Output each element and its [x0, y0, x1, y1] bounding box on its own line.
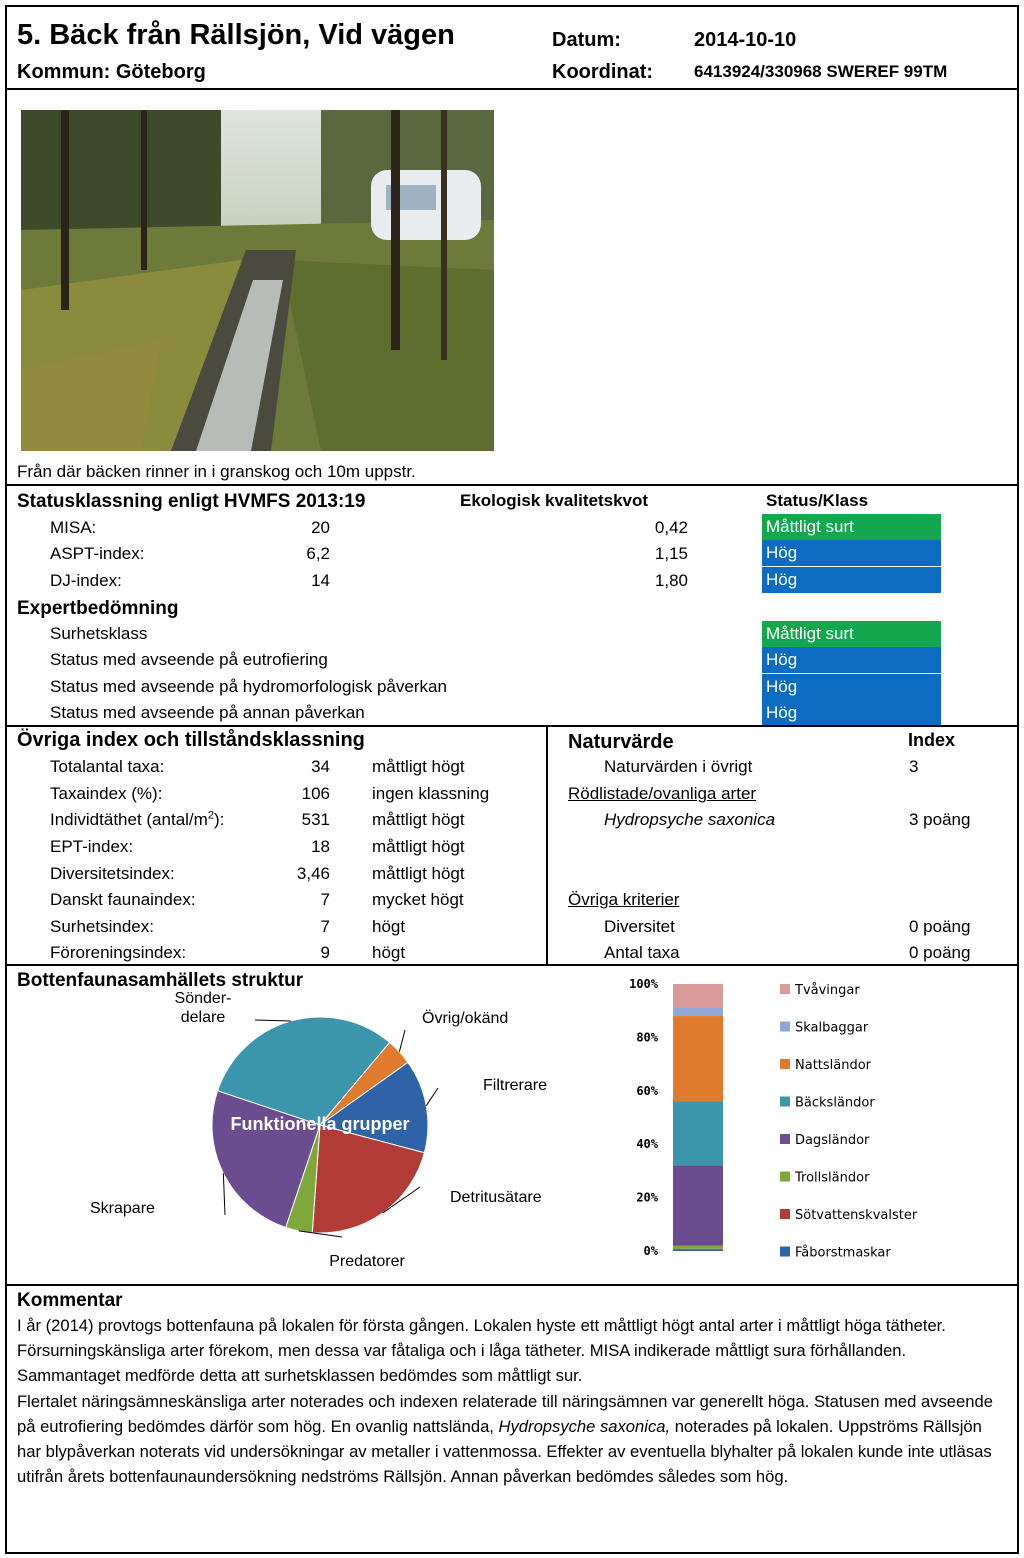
kommentar-species: Hydropsyche saxonica, — [498, 1416, 671, 1436]
y-tick-label: 100% — [629, 977, 658, 991]
expert-badge: Hög — [762, 674, 941, 700]
pie-title: Funktionella grupper — [230, 1114, 410, 1134]
kommentar-heading: Kommentar — [17, 1290, 123, 1311]
legend-swatch — [780, 1022, 790, 1032]
status-badge: Hög — [762, 567, 941, 593]
ovriga-row-class: ingen klassning — [372, 784, 490, 803]
kriterier-label: Diversitet — [604, 917, 675, 936]
datum-value: 2014-10-10 — [694, 29, 797, 51]
struktur-heading: Bottenfaunasamhällets struktur — [17, 970, 304, 991]
pie-slice-label: Detritusätare — [450, 1189, 542, 1206]
status-row-ekq: 1,15 — [654, 544, 688, 563]
legend-label: Bäcksländor — [795, 1095, 875, 1111]
kriterier-label: Antal taxa — [604, 943, 680, 962]
datum-label: Datum: — [552, 29, 621, 51]
ovriga-row-label: EPT-index: — [50, 837, 134, 856]
ovriga-row-class: mycket högt — [372, 890, 464, 909]
y-tick-label: 0% — [643, 1244, 658, 1258]
legend-swatch — [780, 984, 790, 994]
stacked-bar-chart — [570, 970, 1010, 1270]
legend-swatch — [780, 1209, 790, 1219]
expert-heading: Expertbedömning — [17, 598, 179, 619]
legend-swatch — [780, 1247, 790, 1257]
rodlistade-heading: Rödlistade/ovanliga arter — [568, 784, 757, 803]
index-heading: Index — [908, 730, 956, 750]
y-tick-label: 60% — [636, 1083, 658, 1098]
pie-slice-label: Sönder-delare — [174, 990, 232, 1026]
ovriga-row-class: högt — [372, 943, 406, 962]
ovriga-row-label: Surhetsindex: — [50, 917, 154, 936]
ovriga-row-value: 106 — [301, 784, 330, 803]
bar-segment — [673, 1016, 723, 1101]
pie-leader-line — [223, 1173, 225, 1215]
naturvarde-ovrigt-value: 3 — [909, 757, 919, 776]
photo-caption: Från där bäcken rinner in i granskog och 10m uppstr. — [17, 462, 416, 481]
status-row-ekq: 0,42 — [654, 518, 688, 537]
ovriga-row-value: 7 — [320, 890, 330, 909]
legend-swatch — [780, 1172, 790, 1182]
ovriga-row-label: Totalantal taxa: — [50, 757, 165, 776]
koordinat-label: Koordinat: — [552, 61, 654, 83]
expert-badge: Hög — [762, 700, 941, 726]
kriterier-heading: Övriga kriterier — [568, 890, 680, 909]
status-row-label: DJ-index: — [50, 571, 122, 590]
section-divider — [546, 725, 548, 966]
pie-slice-label: Övrig/okänd — [422, 1010, 509, 1027]
kommentar-p2b: noterades på lokalen. Uppströms Rällsjön har blypåverkan noterats vid undersökningar av metaller i vattenmossa. Effekter av eventuella blyhalter på lokalen kunde inte utläsas utifrån årets bottenfaunaundersökning nedströms Rällsjön. Annan påverkan bedömdes således som hög. — [17, 1416, 992, 1487]
status-badge: Hög — [762, 540, 941, 566]
kriterier-value: 0 poäng — [909, 943, 971, 962]
bar-segment — [673, 1166, 723, 1246]
expert-row-label: Status med avseende på eutrofiering — [50, 650, 328, 669]
ovriga-row-class: måttligt högt — [372, 757, 465, 776]
naturvarde-ovrigt-label: Naturvärden i övrigt — [604, 757, 753, 776]
expert-row-label: Status med avseende på hydromorfologisk påverkan — [50, 677, 447, 696]
bar-segment — [673, 984, 723, 1008]
kommun-label: Kommun: Göteborg — [17, 61, 206, 83]
page-title: 5. Bäck från Rällsjön, Vid vägen — [17, 19, 455, 51]
pie-leader-line — [399, 1030, 405, 1052]
ovriga-row-value: 3,46 — [296, 864, 330, 883]
y-tick-label: 20% — [636, 1190, 658, 1205]
expert-badge: Hög — [762, 647, 941, 673]
ovriga-row-value: 7 — [320, 917, 330, 936]
status-row-ekq: 1,80 — [654, 571, 688, 590]
expert-row-label: Surhetsklass — [50, 624, 148, 643]
density-label: Individtäthet (antal/m — [50, 810, 208, 829]
legend-label: Trollsländor — [795, 1170, 870, 1186]
bar-segment — [673, 1008, 723, 1016]
density-label-end: ): — [213, 810, 225, 829]
kriterier-value: 0 poäng — [909, 917, 971, 936]
ovriga-row-label: Danskt faunaindex: — [50, 890, 196, 909]
ovriga-row-class: måttligt högt — [372, 837, 465, 856]
status-row-label: MISA: — [50, 518, 97, 537]
kommentar-p2a: Flertalet näringsämneskänsliga arter noterades och indexen relaterade till näringsämnen var generellt höga. Statusen med avseende på eutrofiering bedömdes därför som hög. En ovanlig nattslända, — [17, 1391, 993, 1436]
pie-slice-label: Predatorer — [329, 1253, 405, 1270]
forest-stream-image — [21, 110, 494, 451]
bar-segment — [673, 1249, 723, 1250]
legend-label: Skalbaggar — [795, 1020, 869, 1036]
legend-swatch — [780, 1134, 790, 1144]
status-row-value: 6,2 — [306, 544, 330, 563]
ovriga-row-label: Föroreningsindex: — [50, 943, 187, 962]
bar-segment — [673, 1101, 723, 1165]
ekq-column-header: Ekologisk kvalitetskvot — [460, 491, 649, 510]
ovriga-row-class: högt — [372, 917, 406, 936]
bar-segment — [673, 1246, 723, 1249]
status-column-header: Status/Klass — [766, 491, 869, 510]
ovriga-row-value: 18 — [311, 837, 330, 856]
expert-row-label: Status med avseende på annan påverkan — [50, 703, 365, 722]
legend-label: Dagsländor — [795, 1133, 870, 1148]
legend-label: Nattsländor — [795, 1058, 872, 1073]
status-row-value: 14 — [311, 571, 330, 590]
ovriga-row-value: 9 — [320, 943, 330, 962]
ovriga-row-class: måttligt högt — [372, 864, 465, 883]
site-photo — [21, 110, 494, 451]
density-sup: 2 — [207, 809, 214, 822]
y-tick-label: 80% — [636, 1030, 658, 1045]
pie-slice-label: Filtrerare — [483, 1077, 548, 1094]
ovriga-row-label: Diversitetsindex: — [50, 864, 175, 883]
status-row-value: 20 — [311, 518, 330, 537]
status-heading: Statusklassning enligt HVMFS 2013:19 — [17, 491, 366, 512]
pie-chart — [10, 975, 550, 1285]
legend-label: Fåborstmaskar — [795, 1245, 891, 1261]
pie-slice-label: Skrapare — [90, 1200, 155, 1217]
status-row-label: ASPT-index: — [50, 544, 145, 563]
kommentar-paragraph-2 — [17, 1389, 1007, 1490]
y-tick-label: 40% — [636, 1137, 658, 1152]
legend-swatch — [780, 1059, 790, 1069]
pie-leader-line — [426, 1088, 438, 1106]
ovriga-row-value: 34 — [311, 757, 330, 776]
naturvarde-heading: Naturvärde — [568, 731, 674, 753]
koordinat-value: 6413924/330968 SWEREF 99TM — [694, 62, 948, 81]
species-name: Hydropsyche saxonica — [604, 810, 776, 829]
bar-segment — [673, 1250, 723, 1251]
pie-leader-line — [255, 1020, 291, 1021]
expert-badge: Måttligt surt — [762, 621, 941, 647]
ovriga-row-value: 531 — [301, 810, 330, 829]
ovriga-row-class: måttligt högt — [372, 810, 465, 829]
ovriga-heading: Övriga index och tillståndsklassning — [17, 729, 365, 751]
ovriga-row-label: Taxaindex (%): — [50, 784, 163, 803]
kommentar-paragraph-1: I år (2014) provtogs bottenfauna på lokalen för första gången. Lokalen hyste ett måttligt högt antal arter i måttligt höga tätheter. Försurningskänsliga arter förekom, men dessa var fåtaliga och i låga tätheter. MISA indikerade måttligt sura förhållanden. Sammantaget medförde detta att surhetsklassen bedömdes som måttligt sur. — [17, 1316, 946, 1386]
legend-label: Tvåvingar — [795, 983, 860, 998]
species-value: 3 poäng — [909, 810, 971, 829]
kommentar-text — [17, 1313, 1007, 1489]
legend-label: Sötvattenskvalster — [795, 1208, 918, 1223]
ovriga-row-label-density — [50, 810, 224, 830]
status-badge: Måttligt surt — [762, 514, 941, 540]
legend-swatch — [780, 1097, 790, 1107]
